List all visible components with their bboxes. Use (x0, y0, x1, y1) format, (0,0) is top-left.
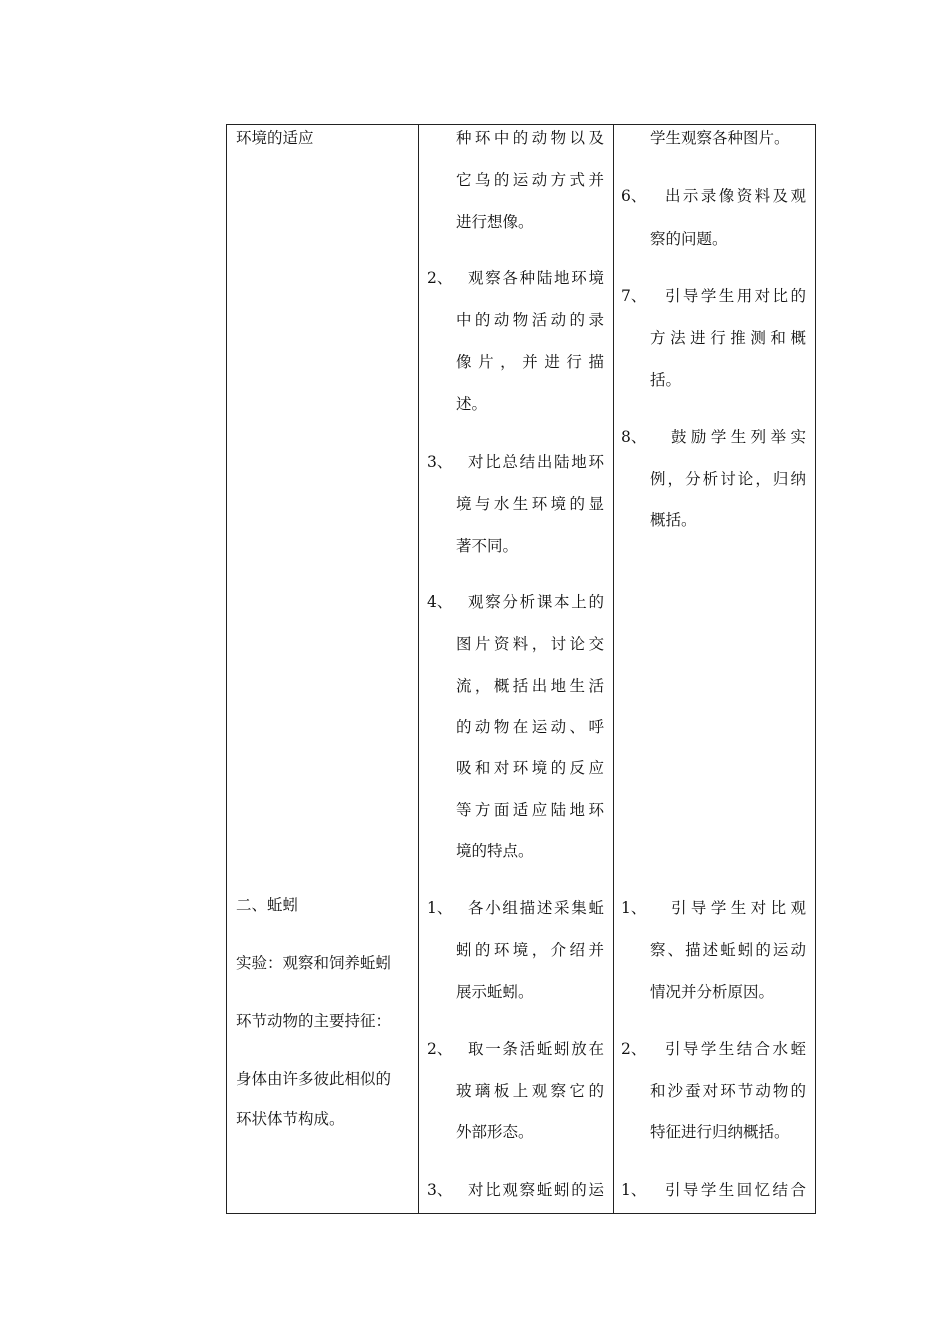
col2-text: 境与水生环境的显 (456, 495, 604, 513)
col3-text: 特征进行归纳概括。 (650, 1123, 790, 1141)
col2-text: 玻璃板上观察它的 (456, 1082, 604, 1100)
col3-text: 括。 (650, 371, 682, 389)
col3-text: 鼓励学生列举实 (671, 428, 806, 446)
col2-text: 种环中的动物以及 (456, 129, 604, 147)
col2-text: 像片，并进行描 (456, 353, 604, 371)
column-divider (613, 125, 614, 1213)
col3-text: 引导学生用对比的 (665, 287, 806, 305)
list-number: 2、 (427, 1040, 453, 1058)
col3-text: 出示录像资料及观 (665, 187, 806, 205)
list-number: 4、 (427, 593, 453, 611)
col3-text: 察、描述蚯蚓的运动 (650, 941, 806, 959)
col1-text: 环境的适应 (236, 129, 314, 147)
col2-text: 取一条活蚯蚓放在 (468, 1040, 604, 1058)
list-number: 2、 (621, 1040, 647, 1058)
col2-text: 对比总结出陆地环 (468, 453, 604, 471)
list-number: 1、 (621, 899, 647, 917)
col2-text: 中的动物活动的录 (456, 311, 604, 329)
col2-text: 展示蚯蚓。 (456, 983, 534, 1001)
list-number: 8、 (621, 428, 647, 446)
col2-text: 等方面适应陆地环 (456, 801, 604, 819)
col2-text: 外部形态。 (456, 1123, 534, 1141)
col2-text: 述。 (456, 395, 488, 413)
col3-text: 方法进行推测和概 (650, 329, 806, 347)
col3-text: 引导学生结合水蛭 (665, 1040, 806, 1058)
col3-text: 例，分析讨论，归纳 (650, 470, 806, 488)
col2-text: 观察分析课本上的 (468, 593, 604, 611)
list-number: 2、 (427, 269, 453, 287)
col2-text: 蚓的环境，介绍并 (456, 941, 604, 959)
col2-text: 流，概括出地生活 (456, 677, 604, 695)
col3-text: 概括。 (650, 511, 697, 529)
col1-text: 身体由许多彼此相似的 (236, 1070, 392, 1088)
col2-text: 各小组描述采集蚯 (468, 899, 604, 917)
col3-text: 引导学生回忆结合 (665, 1181, 806, 1199)
col3-text: 引导学生对比观 (671, 899, 806, 917)
col3-text: 学生观察各种图片。 (650, 129, 790, 147)
col3-text: 情况并分析原因。 (650, 983, 775, 1001)
list-number: 1、 (621, 1181, 647, 1199)
col2-text: 吸和对环境的反应 (456, 759, 604, 777)
col2-text: 著不同。 (456, 537, 519, 555)
col2-text: 它乌的运动方式并 (456, 171, 604, 189)
col2-text: 境的特点。 (456, 842, 534, 860)
list-number: 3、 (427, 1181, 453, 1199)
list-number: 3、 (427, 453, 453, 471)
col1-text: 环节动物的主要持征： (236, 1012, 392, 1030)
col2-text: 对比观察蚯蚓的运 (468, 1181, 604, 1199)
col1-text: 二、蚯蚓 (236, 896, 299, 914)
col2-text: 观察各种陆地环境 (468, 269, 604, 287)
list-number: 7、 (621, 287, 647, 305)
col2-text: 图片资料，讨论交 (456, 635, 604, 653)
col2-text: 进行想像。 (456, 213, 534, 231)
col3-text: 和沙蚕对环节动物的 (650, 1082, 806, 1100)
list-number: 1、 (427, 899, 453, 917)
col1-text: 环状体节构成。 (236, 1110, 345, 1128)
col1-text: 实验：观察和饲养蚯蚓 (236, 954, 392, 972)
col2-text: 的动物在运动、呼 (456, 718, 604, 736)
list-number: 6、 (621, 187, 647, 205)
column-divider (418, 125, 419, 1213)
col3-text: 察的问题。 (650, 230, 728, 248)
